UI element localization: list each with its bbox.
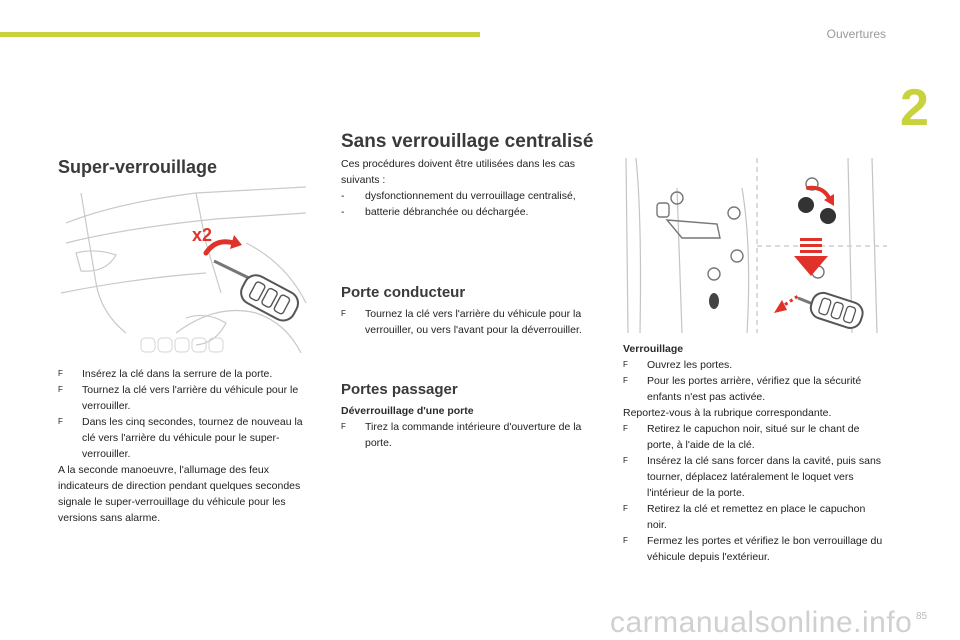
- super-lock-title: Super-verrouillage: [58, 157, 218, 177]
- chapter-number: 2: [900, 79, 929, 137]
- locking-procedure: [623, 341, 885, 565]
- no-central-lock-intro: Ces procédures doivent être utilisées dans les cas suivants : - dysfonctionnement du verrouillage centralisé, - batterie débranchée ou déchargée.: [341, 156, 599, 220]
- list-item: F Pour les portes arrière, vérifiez que la sécurité enfants n'est pas activée.: [623, 375, 862, 403]
- list-item: F Insérez la clé sans forcer dans la cavité, puis sans tourner, déplacez latéralement le loquet vers l'intérieur de la porte.: [623, 455, 882, 499]
- twice-badge: x2: [192, 225, 213, 245]
- key-fob-icon: [237, 271, 302, 325]
- list-item: F Tirez la commande intérieure d'ouverture de la porte.: [341, 421, 582, 449]
- list-item: F Retirez la clé et remettez en place le capuchon noir.: [623, 503, 866, 531]
- push-down-arrow-icon: [794, 238, 828, 276]
- super-lock-illustration: [56, 183, 314, 355]
- super-lock-steps: [58, 366, 316, 526]
- list-item: F Insérez la clé dans la serrure de la porte.: [58, 368, 273, 380]
- list-item: - dysfonctionnement du verrouillage centralisé,: [341, 190, 576, 202]
- list-item: F Tournez la clé vers l'arrière du véhicule pour la verrouiller, ou vers l'avant pour la déverrouiller.: [341, 308, 582, 336]
- passenger-doors-title: Portes passager: [341, 381, 458, 398]
- list-item: - batterie débranchée ou déchargée.: [341, 206, 529, 218]
- list-item: F Tournez la clé vers l'arrière du véhicule pour le verrouiller.: [58, 384, 299, 412]
- unlock-door-subtitle: Déverrouillage d'une porte: [341, 405, 474, 417]
- black-cap-icon: [709, 293, 719, 309]
- cross-reference-note: Reportez-vous à la rubrique correspondante.: [623, 407, 832, 419]
- list-item: F Fermez les portes et vérifiez le bon verrouillage du véhicule depuis l'extérieur.: [623, 535, 883, 563]
- list-item: F Ouvrez les portes.: [623, 359, 733, 371]
- watermark: carmanualsonline.info: [610, 606, 913, 639]
- door-lock-illustration: [622, 158, 887, 333]
- header-accent-bar: [0, 32, 480, 37]
- driver-door-title: Porte conducteur: [341, 284, 466, 301]
- cap-removal-detail: [798, 188, 836, 224]
- super-lock-note: A la seconde manoeuvre, l'allumage des feux indicateurs de direction pendant quelques secondes signale le super-verrouillage du véhicule pour les versions sans alarme.: [58, 464, 301, 524]
- no-central-lock-title: Sans verrouillage centralisé: [341, 131, 594, 152]
- page-number: 85: [916, 611, 928, 622]
- key-fob-icon: [808, 290, 865, 331]
- list-item: F Dans les cinq secondes, tournez de nouveau la clé vers l'arrière du véhicule pour le super-verrouiller.: [58, 416, 303, 460]
- key-blade-icon: [214, 261, 251, 279]
- passenger-doors-steps: [341, 403, 599, 451]
- section-title: Ouvertures: [826, 27, 886, 41]
- locking-subtitle: Verrouillage: [623, 343, 684, 355]
- list-item: F Retirez le capuchon noir, situé sur le chant de porte, à l'aide de la clé.: [623, 423, 860, 451]
- driver-door-steps: [341, 306, 599, 338]
